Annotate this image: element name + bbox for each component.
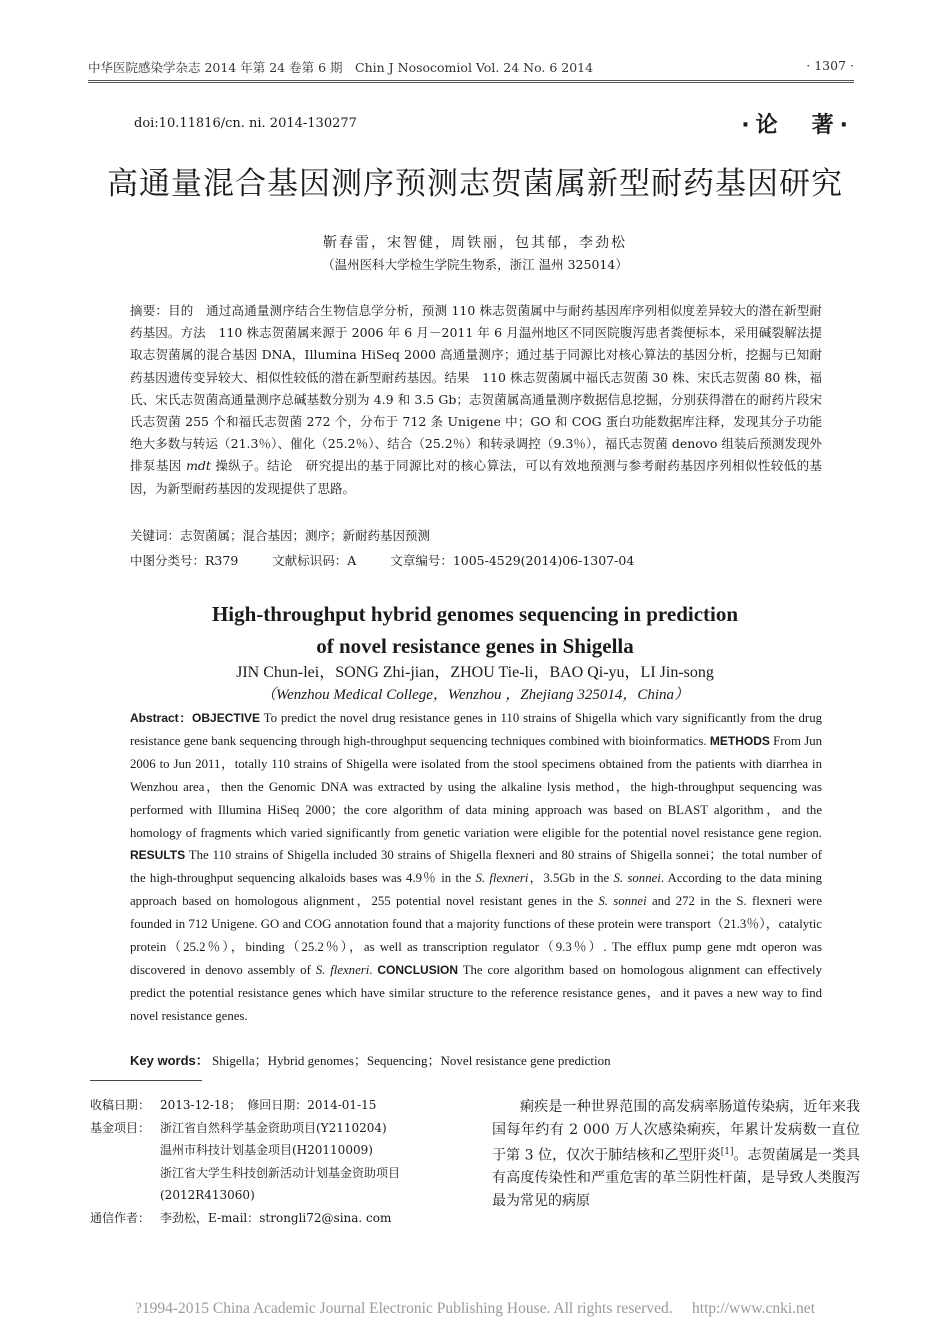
footnote-rule: [90, 1080, 202, 1081]
article-number: 文章编号：1005-4529(2014)06-1307-04: [390, 553, 635, 568]
results-gene: mdt: [186, 458, 211, 474]
body-text-2: 。志贺菌属是一类具有高度传染性和严重危害的革兰阴性杆菌，是导致人类腹泻最为常见的病原: [492, 1147, 860, 1209]
objective-text: 通过高通量测序结合生物信息学分析，预测 110 株志贺菌属中与耐药基因库序列相似度差异较大的潜在新型耐药基因。: [130, 303, 822, 341]
fund-list: [160, 1117, 470, 1207]
en-results-text: The 110 strains of Shigella included 30 strains of Shigella flexneri and 80 strains of Shigella sonnei；the total number of the high-throughput sequencing alkaloids bases was 4.9％ in the: [130, 848, 822, 886]
received-dates: 2013-12-18； 修回日期：2014-01-15: [160, 1098, 377, 1112]
document-code: 文献标识码：A: [272, 553, 357, 568]
conclusion-text: 研究提出的基于同源比对的核心算法，可以有效地预测与参考耐药基因序列相似性较低的基因，为新型耐药基因的发现提供了思路。: [130, 458, 822, 496]
english-keywords: [130, 1050, 822, 1069]
results-tail: 操纵子。: [210, 458, 268, 474]
footnotes: [90, 1094, 470, 1230]
fund-item: 温州市科技计划基金项目(H20110009): [160, 1143, 373, 1158]
objective-label: 目的: [168, 303, 194, 318]
en-objective-text: To predict the novel drug resistance genes in 110 strains of Shigella which vary significantly from the drug resistance gene bank sequencing through high-throughput sequencing techniques combined with bioinformatics.: [130, 711, 822, 748]
species-sonnei-2: S. sonnei: [598, 894, 647, 909]
species-flexneri: S. flexneri: [475, 871, 529, 886]
conclusion-label: 结论: [267, 458, 293, 474]
journal-citation: 中华医院感染学杂志 2014 年第 24 卷第 6 期 Chin J Nosocomiol Vol. 24 No. 6 2014: [88, 60, 594, 75]
chinese-affiliation: （温州医科大学检生学院生物系，浙江 温州 325014）: [322, 257, 628, 272]
body-paragraph: [492, 1096, 860, 1212]
en-keywords-text: Shigella；Hybrid genomes；Sequencing；Novel resistance gene prediction: [212, 1053, 611, 1068]
fund-row: [90, 1117, 470, 1207]
corresponding-author-row: [90, 1207, 470, 1230]
running-header: [88, 58, 854, 76]
fund-label: 基金项目：: [90, 1120, 151, 1135]
en-results-text-4: and 272 in the S. flexneri were founded in 712 Unigene. GO and COG annotation found that a majority functions of these protein were transport（21.3％），catalytic protein（25.2％），binding（25.2％），as well as transcription regulator（9.3％）. The efflux pump gene mdt operon was discovered in denovo assembly of: [130, 894, 822, 977]
corresponding-author-label: 通信作者：: [90, 1210, 151, 1225]
doi: doi:10.11816/cn. ni. 2014-130277: [134, 116, 357, 131]
english-title-line-2: of novel resistance genes in Shigella: [316, 634, 634, 658]
english-title-line-1: High-throughput hybrid genomes sequencing in prediction: [211, 602, 739, 626]
en-results-text-5: .: [369, 962, 378, 977]
chinese-authors: 靳春雷，宋智健，周铁丽，包其郁，李劲松: [323, 235, 627, 251]
corresponding-author: 李劲松，E-mail：strongli72@sina. com: [160, 1210, 392, 1225]
methods-label: 方法: [180, 325, 206, 341]
en-methods-label: METHODS: [709, 733, 770, 748]
en-results-text-3: . According to the data mining approach based on homologous alignment，255 potential novel resistant genes in the: [130, 871, 822, 909]
en-keywords-label: Key words：: [130, 1053, 209, 1068]
section-tag: ·论 著·: [741, 113, 854, 138]
chinese-keywords: 关键词：志贺菌属；混合基因；测序；新耐药基因预测: [130, 528, 431, 543]
species-flexneri-2: S. flexneri: [315, 962, 370, 977]
body-text-1: 痢疾是一种世界范围的高发病率肠道传染病，近年来我国每年约有 2 000 万人次感染痢疾，年累计发病数一直位于第 3 位，仅次于肺结核和乙型肝炎: [492, 1099, 860, 1164]
english-title: [0, 598, 950, 662]
chinese-abstract: [130, 300, 822, 500]
chinese-title: 高通量混合基因测序预测志贺菌属新型耐药基因研究: [107, 166, 843, 202]
classification-line: [130, 551, 822, 569]
clc-number: 中图分类号：R379: [130, 553, 239, 568]
methods-text: 110 株志贺菌属来源于 2006 年 6 月－2011 年 6 月温州地区不同医院腹泻患者粪便标本，采用碱裂解法提取志贺菌属的混合基因 DNA，Illumina HiSeq 2000 高通量测序；通过基于同源比对核心算法的基因分析，挖掘与已知耐药基因遗传变异较大、相似性较低的潜在新型耐药基因。: [130, 325, 822, 385]
en-abstract-label: Abstract：: [130, 711, 193, 725]
en-objective-label: OBJECTIVE: [192, 711, 261, 725]
header-rule: [88, 80, 854, 83]
en-results-label: RESULTS: [130, 848, 186, 863]
en-conclusion-text: The core algorithm based on homologous alignment can effectively predict the potential resistance genes which have similar structure to the reference resistance genes，and it paves a new way to find novel resistance genes.: [130, 962, 822, 1023]
results-label: 结果: [444, 369, 470, 385]
english-abstract: [130, 707, 822, 1028]
english-affiliation: （Wenzhou Medical College，Wenzhou ，Zhejiang 325014，China）: [260, 687, 690, 703]
copyright-watermark: ?1994-2015 China Academic Journal Electronic Publishing House. All rights reserved. http://www.cnki.net: [134, 1300, 815, 1317]
results-text: 110 株志贺菌属中福氏志贺菌 30 株、宋氏志贺菌 80 株，福氏、宋氏志贺菌高通量测序总碱基数分别为 4.9 和 3.5 Gb；志贺菌属高通量测序数据信息挖掘，分别获得潜在的耐药片段宋氏志贺菌 255 个和福氏志贺菌 272 个，分布于 712 条 Unigene 中；GO 和 COG 蛋白功能数据库注释，发现其分子功能绝大多数与转运（21.3％）、催化（25.2％）、结合（25.2％）和转录调控（9.3％），福氏志贺菌 denovo 组装后预测发现外排泵基因: [130, 369, 822, 474]
en-methods-text: From Jun 2006 to Jun 2011，totally 110 strains of Shigella were isolated from the stool specimens obtained from the patients with diarrhea in Wenzhou area，then the Genomic DNA was extracted by using the alkaline lysis method，the high-throughput sequencing was performed with Illumina HiSeq 2000；the core algorithm of data mining approach was based on BLAST algorithm，and the homology of fragments which varied significantly from genetic variation were eligible for the potential novel resistance gene region.: [130, 733, 823, 840]
en-results-text-2: ，3.5Gb in the: [528, 871, 614, 886]
reference-citation: [1]: [720, 1147, 734, 1157]
received-row: [90, 1094, 470, 1117]
fund-item: 浙江省大学生科技创新活动计划基金资助项目(2012R413060): [160, 1165, 401, 1203]
received-label: 收稿日期：: [90, 1098, 151, 1112]
page-number: · 1307 ·: [806, 58, 854, 73]
abstract-label: 摘要：: [130, 303, 169, 318]
english-authors: JIN Chun-lei，SONG Zhi-jian，ZHOU Tie-li，BAO Qi-yu，LI Jin-song: [236, 664, 714, 681]
species-sonnei: S. sonnei: [613, 871, 661, 886]
fund-item: 浙江省自然科学基金资助项目(Y2110204): [160, 1120, 387, 1135]
en-conclusion-label: CONCLUSION: [377, 962, 459, 977]
